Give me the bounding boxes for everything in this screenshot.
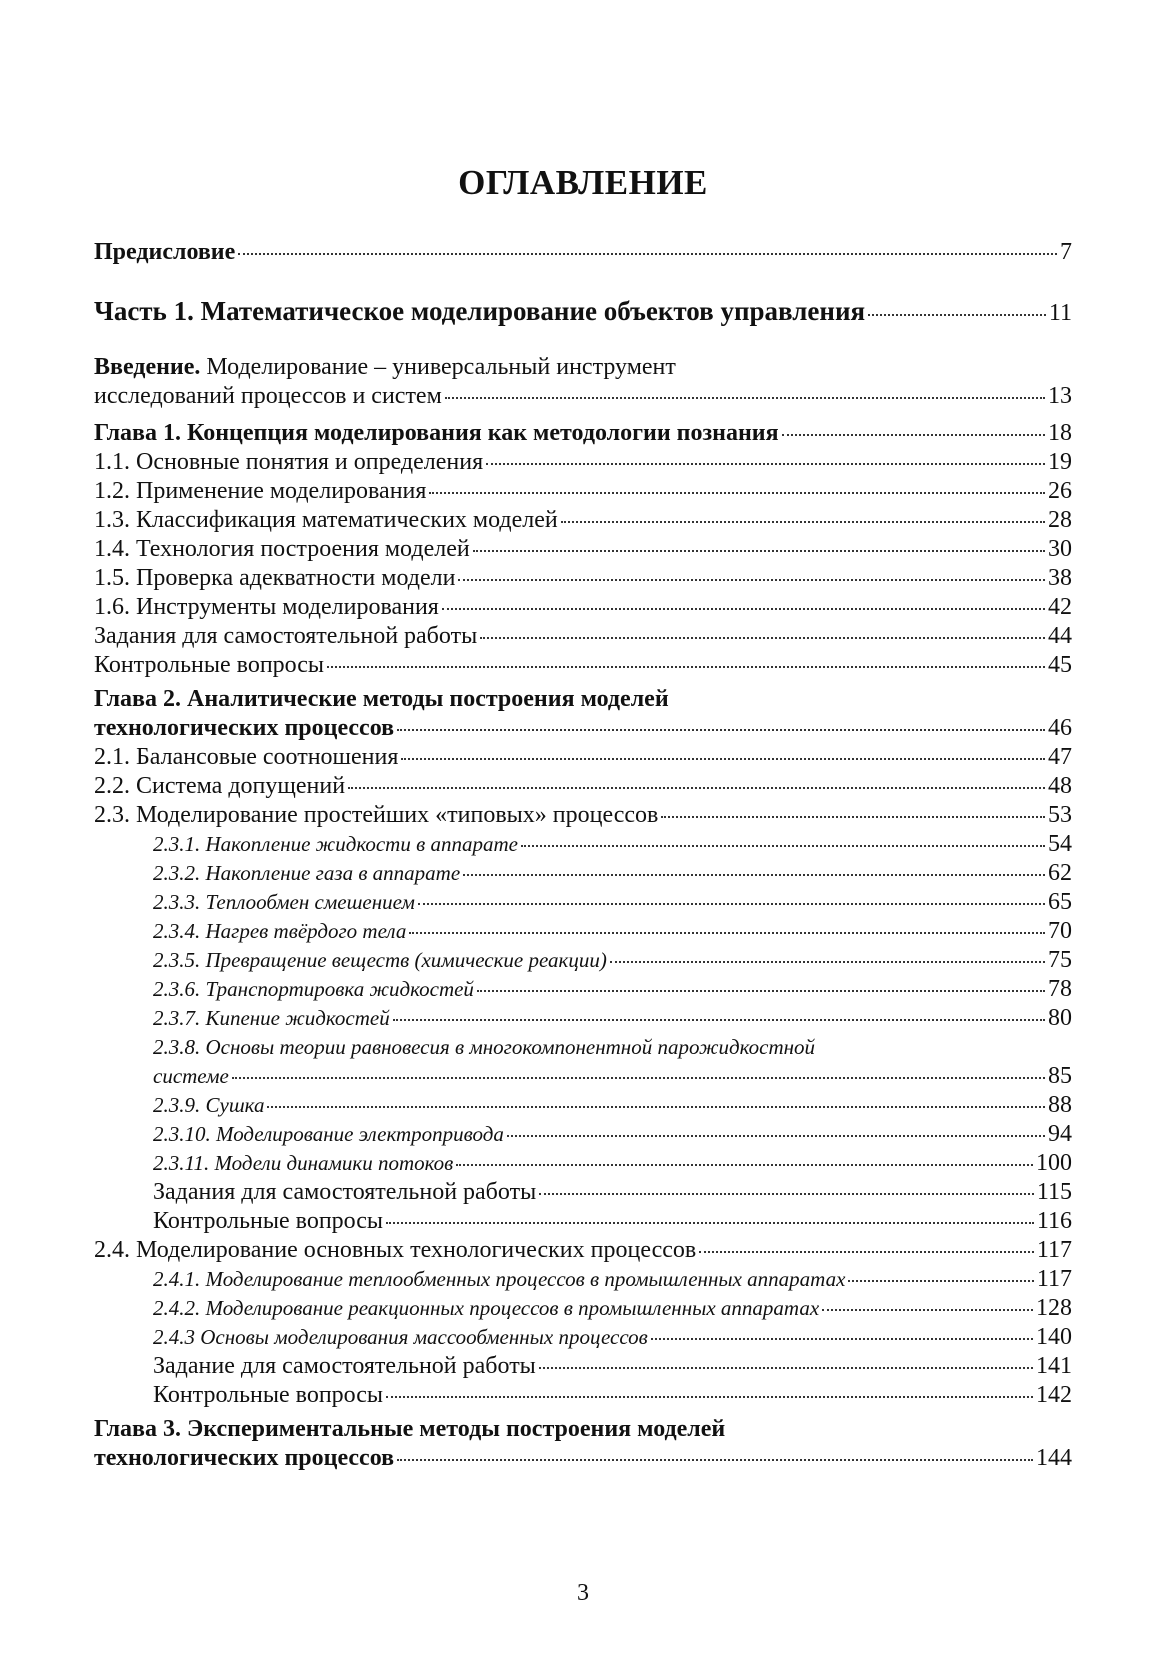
toc-subentry-tasks[interactable]: [153, 1351, 1072, 1381]
toc-entry[interactable]: [94, 771, 1072, 801]
entry-page: 48: [1048, 773, 1072, 799]
toc-entry[interactable]: [94, 563, 1072, 593]
toc-subentry[interactable]: [153, 974, 1072, 1004]
intro-bold-label: Введение.: [94, 354, 201, 380]
entry-page: 54: [1048, 831, 1072, 857]
entry-page: 142: [1036, 1382, 1072, 1408]
dot-leader: [397, 729, 1045, 731]
entry-label: 2.4. Моделирование основных технологических процессов: [94, 1237, 697, 1263]
entry-page: 70: [1048, 918, 1072, 944]
toc-title: ОГЛАВЛЕНИЕ: [458, 163, 708, 202]
entry-page: 18: [1048, 420, 1072, 446]
dot-leader: [507, 1135, 1045, 1137]
entry-page: 94: [1048, 1121, 1072, 1147]
toc-subentry-questions[interactable]: [153, 1206, 1072, 1236]
dot-leader: [868, 314, 1046, 316]
dot-leader: [386, 1222, 1034, 1224]
dot-leader: [699, 1251, 1034, 1253]
entry-label: 2.1. Балансовые соотношения: [94, 744, 399, 770]
entry-label: 1.2. Применение моделирования: [94, 478, 427, 504]
entry-page: 75: [1048, 947, 1072, 973]
entry-page: 116: [1036, 1208, 1072, 1234]
entry-page: 28: [1048, 507, 1072, 533]
entry-page: 44: [1048, 623, 1072, 649]
toc-entry-intro-line1[interactable]: [94, 352, 676, 382]
entry-page: 11: [1048, 300, 1072, 326]
toc-entry[interactable]: [94, 621, 1072, 651]
entry-label: технологических процессов: [94, 715, 395, 741]
entry-page: 7: [1060, 239, 1072, 265]
entry-label: 2.3.6. Транспортировка жидкостей: [153, 977, 474, 1001]
entry-label: Предисловие: [94, 239, 236, 265]
dot-leader: [445, 397, 1045, 399]
toc-entry-chapter1[interactable]: [94, 418, 1072, 448]
toc-entry[interactable]: [94, 592, 1072, 622]
toc-subentry[interactable]: [153, 1264, 1072, 1294]
toc-entry-chapter2-line2[interactable]: [94, 713, 1072, 743]
dot-leader: [456, 1164, 1033, 1166]
toc-entry[interactable]: [94, 505, 1072, 535]
entry-label: исследований процессов и систем: [94, 383, 442, 409]
entry-page: 62: [1048, 860, 1072, 886]
entry-page: 115: [1036, 1179, 1072, 1205]
entry-label: Задания для самостоятельной работы: [153, 1179, 537, 1205]
entry-label: Контрольные вопросы: [153, 1382, 384, 1408]
dot-leader: [409, 932, 1045, 934]
dot-leader: [822, 1309, 1033, 1311]
entry-page: 88: [1048, 1092, 1072, 1118]
dot-leader: [539, 1367, 1033, 1369]
toc-subentry-238-line2[interactable]: [153, 1061, 1072, 1091]
dot-leader: [561, 521, 1045, 523]
dot-leader: [651, 1338, 1033, 1340]
toc-entry-chapter3-line1[interactable]: Глава 3. Экспериментальные методы построения моделей: [94, 1416, 726, 1442]
toc-subentry[interactable]: [153, 1003, 1072, 1033]
entry-label: 1.4. Технология построения моделей: [94, 536, 470, 562]
entry-page: 117: [1036, 1237, 1072, 1263]
toc-subentry[interactable]: [153, 887, 1072, 917]
entry-page: 26: [1048, 478, 1072, 504]
entry-page: 53: [1048, 802, 1072, 828]
toc-subentry-questions[interactable]: [153, 1380, 1072, 1410]
dot-leader: [480, 637, 1045, 639]
dot-leader: [458, 579, 1045, 581]
entry-label: Задания для самостоятельной работы: [94, 623, 478, 649]
toc-subentry[interactable]: [153, 1148, 1072, 1178]
entry-page: 117: [1036, 1266, 1072, 1292]
toc-entry-chapter2-line1[interactable]: Глава 2. Аналитические методы построения моделей: [94, 686, 669, 712]
toc-subentry[interactable]: [153, 916, 1072, 946]
entry-page: 85: [1048, 1063, 1072, 1089]
entry-label: Глава 1. Концепция моделирования как методологии познания: [94, 420, 779, 446]
toc-subentry[interactable]: [153, 945, 1072, 975]
page-number: 3: [577, 1580, 589, 1606]
entry-page: 47: [1048, 744, 1072, 770]
dot-leader: [348, 787, 1045, 789]
entry-label: 1.3. Классификация математических моделей: [94, 507, 558, 533]
dot-leader: [429, 492, 1045, 494]
toc-entry-preface[interactable]: [94, 237, 1072, 267]
dot-leader: [486, 463, 1045, 465]
entry-label: 2.3.5. Превращение веществ (химические реакции): [153, 948, 607, 972]
dot-leader: [386, 1396, 1033, 1398]
entry-label: Часть 1. Математическое моделирование объектов управления: [94, 296, 866, 326]
entry-page: 65: [1048, 889, 1072, 915]
entry-label: 1.6. Инструменты моделирования: [94, 594, 439, 620]
entry-label: 2.3.11. Модели динамики потоков: [153, 1151, 454, 1175]
dot-leader: [393, 1019, 1045, 1021]
toc-entry-chapter3-line2[interactable]: [94, 1443, 1072, 1473]
entry-label: технологических процессов: [94, 1445, 395, 1471]
entry-label: 2.2. Система допущений: [94, 773, 346, 799]
toc-subentry[interactable]: [153, 1322, 1072, 1352]
toc-subentry-238-line1[interactable]: 2.3.8. Основы теории равновесия в многокомпонентной парожидкостной: [153, 1035, 816, 1059]
toc-subentry[interactable]: [153, 1119, 1072, 1149]
dot-leader: [521, 845, 1045, 847]
entry-label: 2.4.1. Моделирование теплообменных процессов в промышленных аппаратах: [153, 1267, 846, 1291]
dot-leader: [477, 990, 1045, 992]
toc-subentry[interactable]: [153, 829, 1072, 859]
toc-entry[interactable]: [94, 1235, 1072, 1265]
dot-leader: [442, 608, 1045, 610]
entry-label: 2.4.2. Моделирование реакционных процессов в промышленных аппаратах: [153, 1296, 820, 1320]
toc-subentry-tasks[interactable]: [153, 1177, 1072, 1207]
entry-page: 100: [1036, 1150, 1072, 1176]
entry-page: 45: [1048, 652, 1072, 678]
entry-page: 80: [1048, 1005, 1072, 1031]
dot-leader: [463, 874, 1045, 876]
entry-label: Контрольные вопросы: [153, 1208, 384, 1234]
entry-page: 46: [1048, 715, 1072, 741]
dot-leader: [397, 1459, 1033, 1461]
dot-leader: [267, 1106, 1045, 1108]
entry-page: 19: [1048, 449, 1072, 475]
dot-leader: [782, 434, 1045, 436]
dot-leader: [327, 666, 1045, 668]
toc-subentry[interactable]: [153, 1293, 1072, 1323]
entry-page: 78: [1048, 976, 1072, 1002]
entry-page: 144: [1036, 1445, 1072, 1471]
dot-leader: [473, 550, 1045, 552]
entry-label: 2.3.10. Моделирование электропривода: [153, 1122, 504, 1146]
entry-page: 13: [1048, 383, 1072, 409]
entry-label: 1.5. Проверка адекватности модели: [94, 565, 456, 591]
entry-label: 1.1. Основные понятия и определения: [94, 449, 484, 475]
toc-subentry[interactable]: [153, 858, 1072, 888]
entry-page: 128: [1036, 1295, 1072, 1321]
dot-leader: [232, 1077, 1045, 1079]
entry-page: 38: [1048, 565, 1072, 591]
entry-label: 2.3.7. Кипение жидкостей: [153, 1006, 390, 1030]
entry-label: 2.3.3. Теплообмен смешением: [153, 890, 415, 914]
intro-rest: Моделирование – универсальный инструмент: [200, 354, 676, 380]
dot-leader: [539, 1193, 1034, 1195]
dot-leader: [418, 903, 1045, 905]
entry-label: Задание для самостоятельной работы: [153, 1353, 536, 1379]
entry-label: 2.3.4. Нагрев твёрдого тела: [153, 919, 407, 943]
toc-entry[interactable]: [94, 650, 1072, 680]
dot-leader: [238, 253, 1057, 255]
entry-page: 140: [1036, 1324, 1072, 1350]
dot-leader: [848, 1280, 1033, 1282]
toc-entry-part1[interactable]: [94, 296, 1072, 326]
toc-subentry[interactable]: [153, 1090, 1072, 1120]
entry-label: Контрольные вопросы: [94, 652, 325, 678]
toc-entry[interactable]: [94, 534, 1072, 564]
dot-leader: [661, 816, 1045, 818]
entry-label: 2.3.9. Сушка: [153, 1093, 265, 1117]
dot-leader: [401, 758, 1045, 760]
toc-entry[interactable]: [94, 447, 1072, 477]
toc-entry-intro-line2[interactable]: [94, 381, 1072, 411]
toc-entry[interactable]: [94, 800, 1072, 830]
entry-label: 2.3.1. Накопление жидкости в аппарате: [153, 832, 518, 856]
entry-page: 141: [1036, 1353, 1072, 1379]
entry-page: 30: [1048, 536, 1072, 562]
dot-leader: [610, 961, 1045, 963]
entry-label: системе: [153, 1064, 229, 1088]
entry-label: 2.3. Моделирование простейших «типовых» процессов: [94, 802, 659, 828]
entry-label: 2.3.2. Накопление газа в аппарате: [153, 861, 461, 885]
toc-entry[interactable]: [94, 742, 1072, 772]
entry-label: 2.4.3 Основы моделирования массообменных процессов: [153, 1325, 648, 1349]
toc-entry[interactable]: [94, 476, 1072, 506]
entry-page: 42: [1048, 594, 1072, 620]
